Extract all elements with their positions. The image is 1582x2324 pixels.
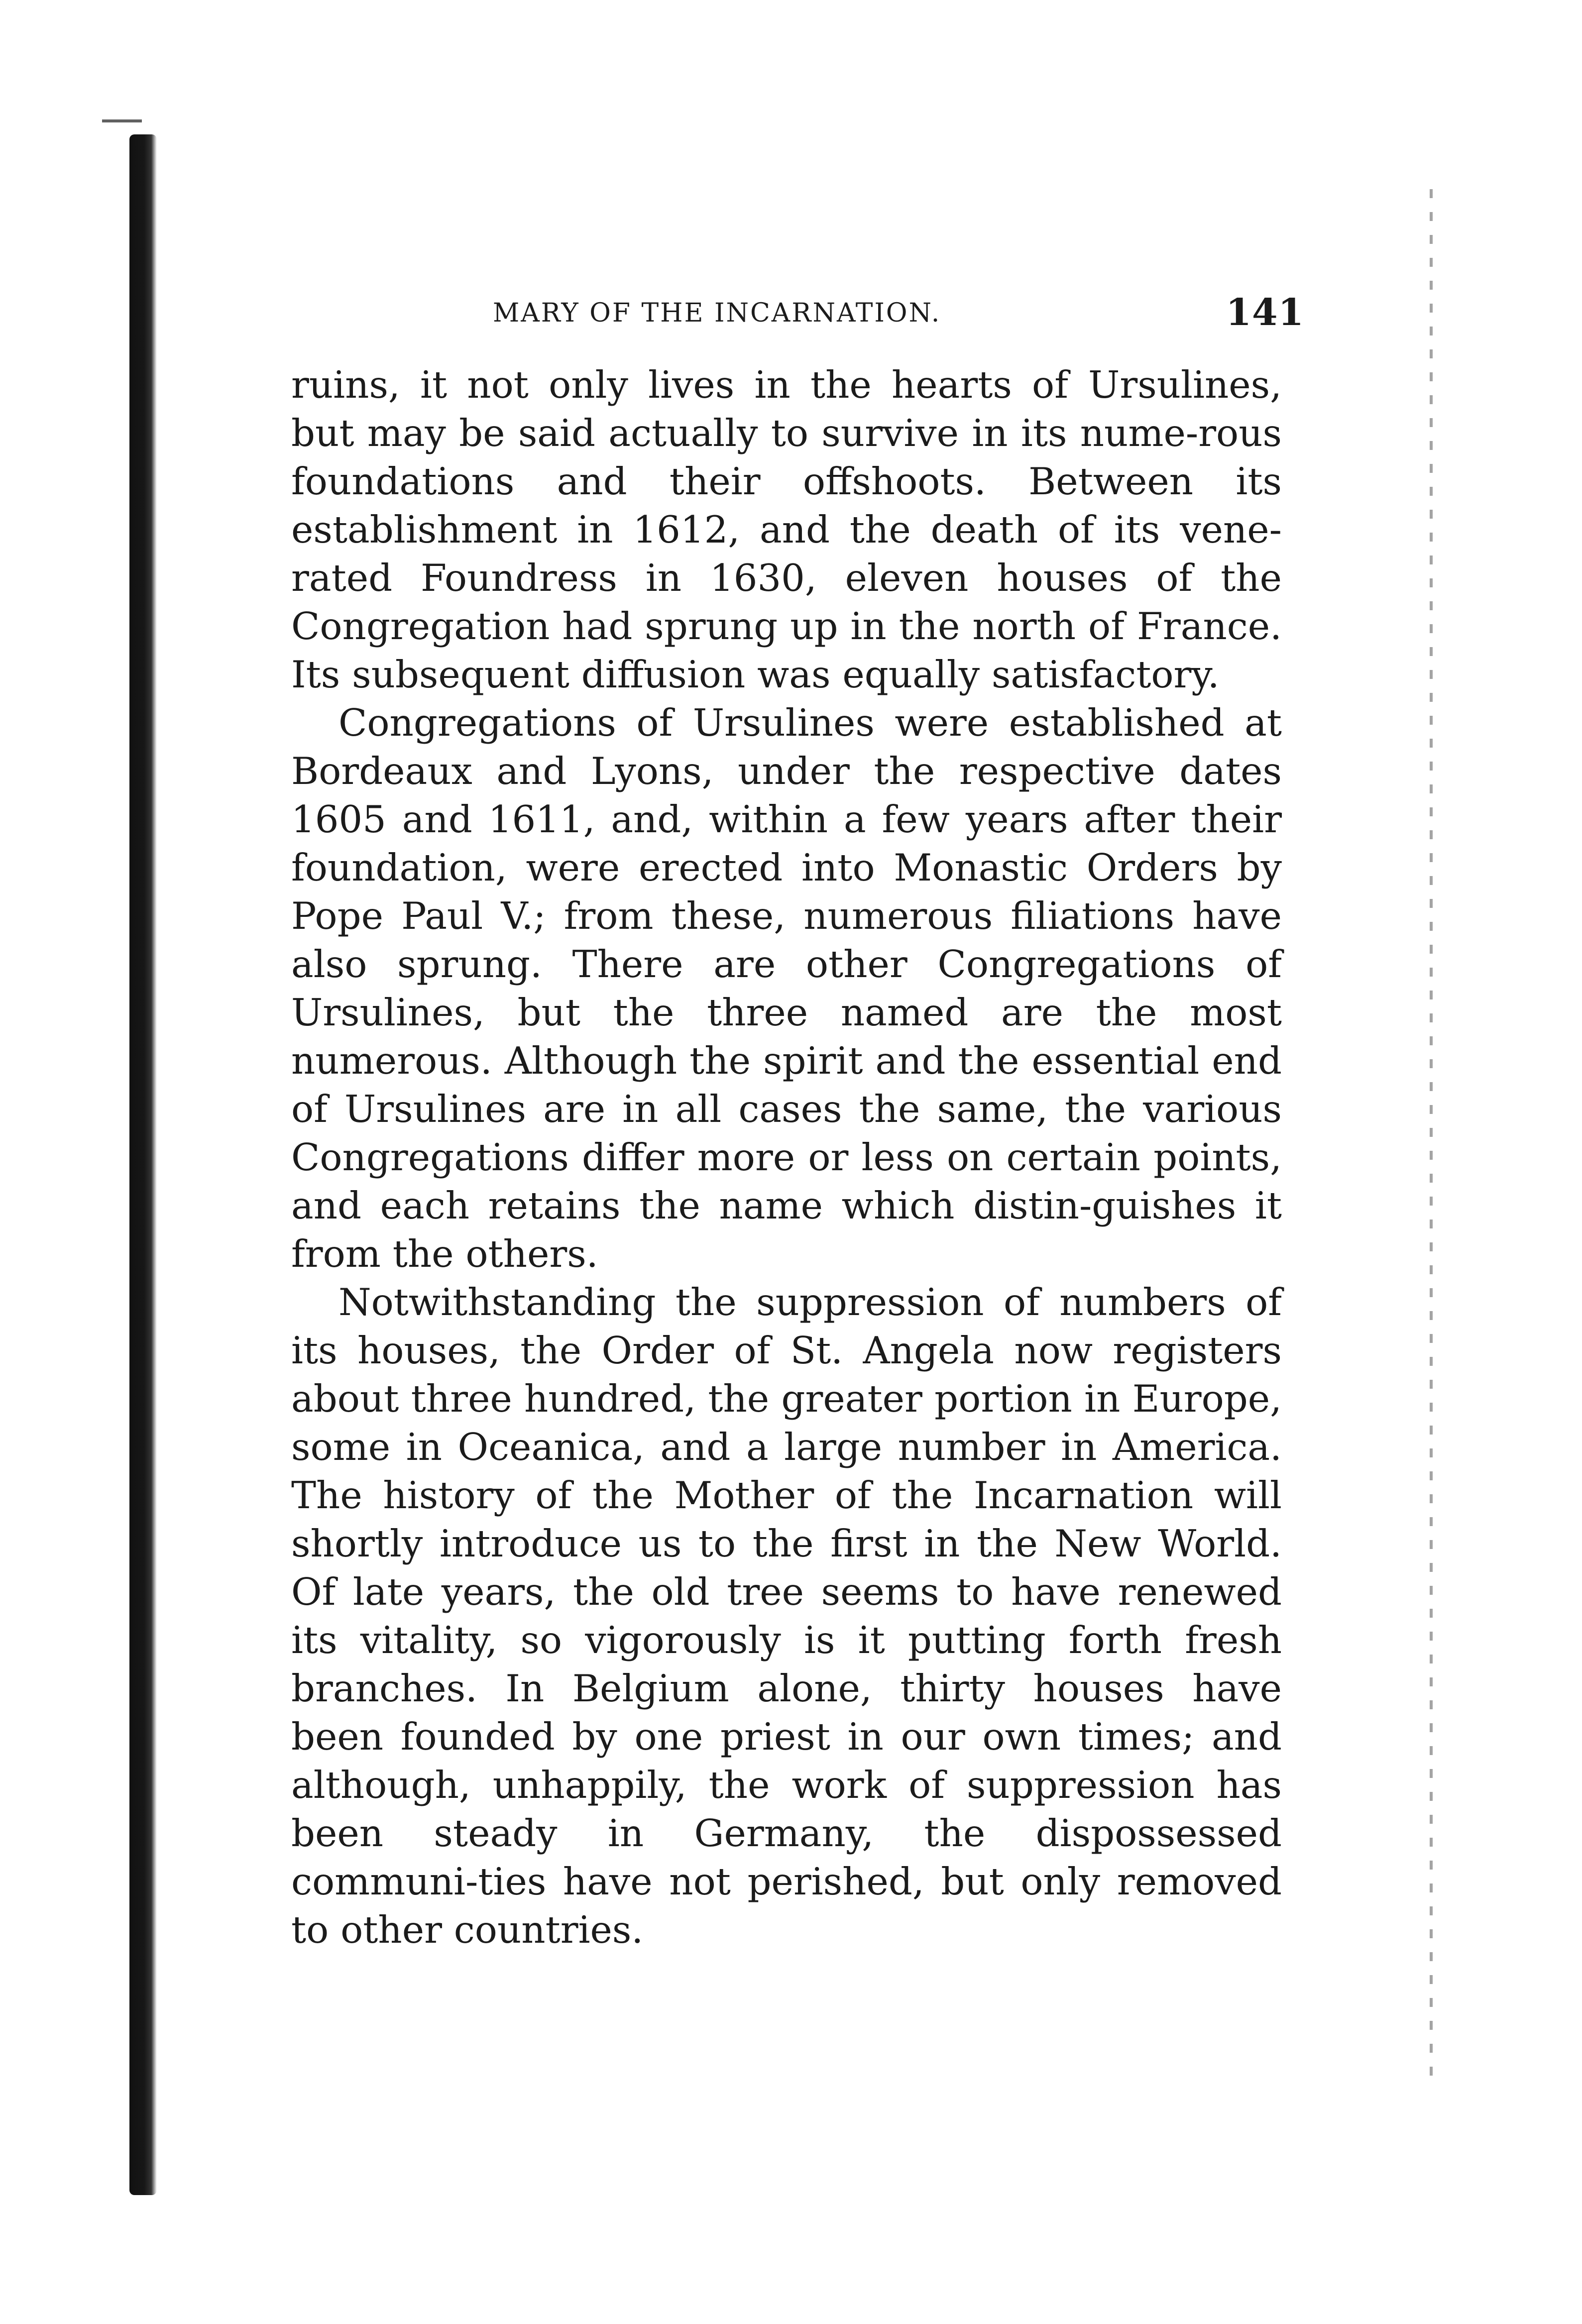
paragraph-order-registers: Notwithstanding the suppression of numbers of its houses, the Order of St. Angela now registers about three hundred, the greater portion in Europe, some in Oceanica, and a large number in America. The history of the Mother of the Incarnation will shortly introduce us to the first in the New World. Of late years, the old tree seems to have renewed its vitality, so vigorously is it putting forth fresh branches. In Belgium alone, thirty houses have been founded by one priest in our own times; and although, unhappily, the work of suppression has been steady in Germany, the dispossessed communi-ties have not perished, but only removed to other countries. [291,1280,1282,1952]
page-number: 141 [1226,291,1304,334]
running-title: MARY OF THE INCARNATION. [493,298,941,328]
body-text [291,361,1282,1954]
binding-edge-shadow [129,134,157,2195]
paragraph-congregations: Congregations of Ursulines were established at Bordeaux and Lyons, under the respective dates 1605 and 1611, and, within a few years after their foundation, were erected into Monastic Orders by Pope Paul V.; from these, numerous filiations have also sprung. There are other Congregations of Ursulines, but the three named are the most numerous. Although the spirit and the essential end of Ursulines are in all cases the same, the various Congregations differ more or less on certain points, and each retains the name which distin-guishes it from the others. [291,701,1282,1276]
page-edge-right [1430,189,1433,2081]
paragraph-continued: ruins, it not only lives in the hearts of Ursulines, but may be said actually to survive in its nume-rous foundations and their offshoots. Between its establishment in 1612, and the death of its vene-rated Foundress in 1630, eleven houses of the Congregation had sprung up in the north of France. Its subsequent diffusion was equally satisfactory. [291,363,1282,696]
running-header [493,291,1304,334]
